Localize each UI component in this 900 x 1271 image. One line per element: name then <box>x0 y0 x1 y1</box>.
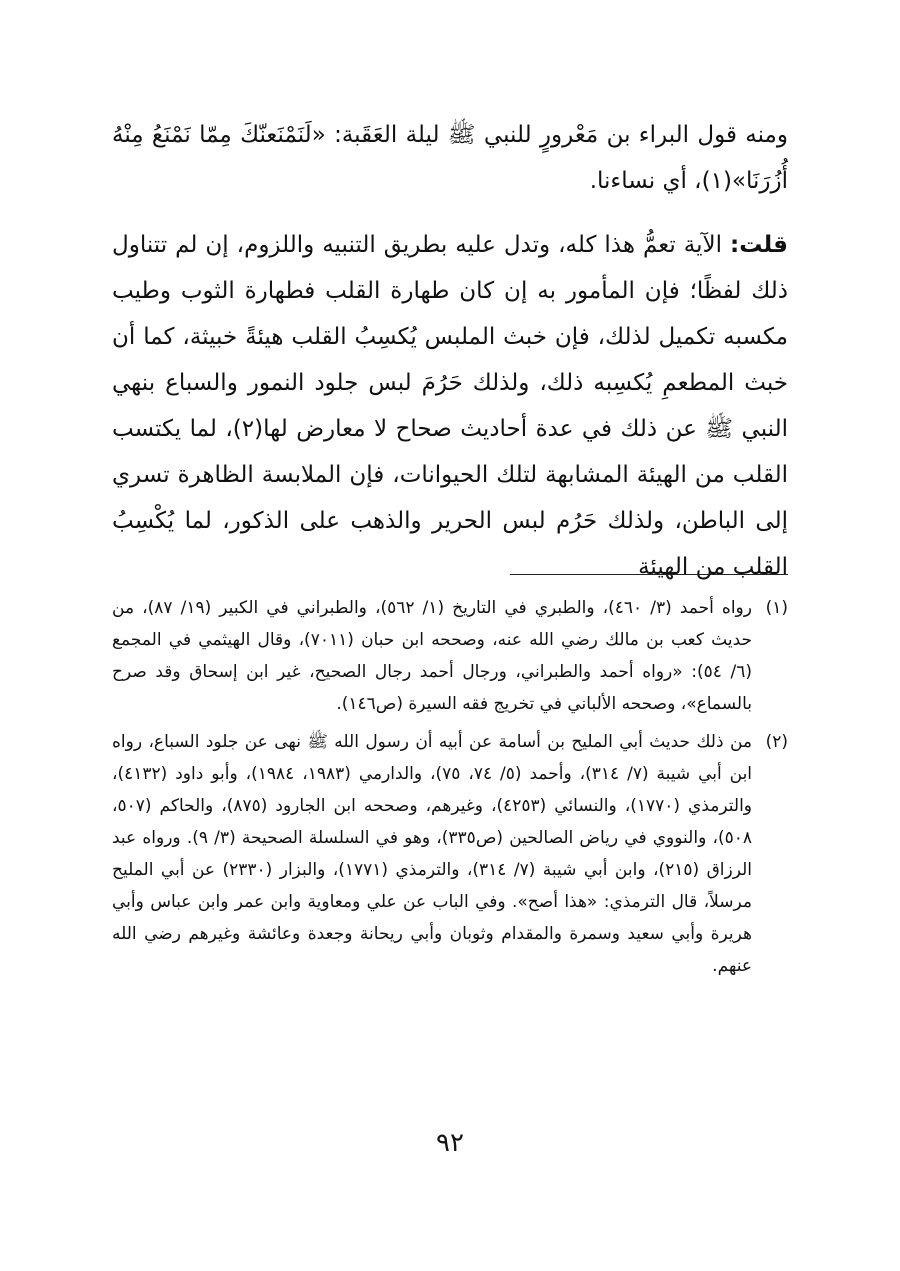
footnote-1-number: (١) <box>765 598 788 618</box>
main-text-block <box>112 112 788 590</box>
paragraph-2 <box>112 222 788 590</box>
page-number: ٩٢ <box>436 1128 464 1158</box>
footnote-divider <box>510 574 788 575</box>
paragraph-2-lead: قلت: <box>730 232 788 258</box>
footnote-2-text: من ذلك حديث أبي المليح بن أسامة عن أبيه أن رسول الله ﷺ نهى عن جلود السباع، رواه ابن أبي شيبة (٧/ ٣١٤)، وأحمد (٥/ ٧٤، ٧٥)، والدارمي (١٩٨٣، ١٩٨٤)، وأبو داود (٤١٣٢)، والترمذي (١٧٧٠)، والنسائي (٤٢٥٣)، وغيرهم، وصححه ابن الجارود (٨٧٥)، والحاكم (٥٠٧، ٥٠٨)، والنووي في رياض الصالحين (ص٣٣٥)، وهو في السلسلة الصحيحة (٣/ ٩). ورواه عبد الرزاق (٢١٥)، وابن أبي شيبة (٧/ ٣١٤)، والترمذي (١٧٧١)، والبزار (٢٣٣٠) عن أبي المليح مرسلاً، قال الترمذي: «هذا أصح». وفي الباب عن علي ومعاوية وابن عمر وابن عباس وأبي هريرة وأبي سعيد وسمرة والمقدام وثوبان وأبي ريحانة وجعدة وعائشة وغيرهم رضي الله عنهم. <box>112 732 753 976</box>
footnote-1-text: رواه أحمد (٣/ ٤٦٠)، والطبري في التاريخ (١/ ٥٦٢)، والطبراني في الكبير (١٩/ ٨٧)، من حديث كعب بن مالك رضي الله عنه، وصححه ابن حبان (٧٠١١)، وقال الهيثمي في المجمع (٦/ ٥٤): «رواه أحمد والطبراني، ورجال أحمد رجال الصحيح، غير ابن إسحاق وقد صرح بالسماع»، وصححه الألباني في تخريج فقه السيرة (ص١٤٦). <box>112 598 752 714</box>
footnote-2-number: (٢) <box>765 732 788 752</box>
paragraph-1 <box>112 112 788 204</box>
footnote-2 <box>112 726 788 982</box>
footnotes-section <box>112 592 788 988</box>
footnote-1 <box>112 592 788 720</box>
paragraph-2-text: الآية تعمُّ هذا كله، وتدل عليه بطريق التنبيه واللزوم، إن لم تتناول ذلك لفظًا؛ فإن المأمور به إن كان طهارة القلب فطهارة الثوب وطيب مكسبه تكميل لذلك، فإن خبث الملبس يُكسِبُ القلب هيئةً خبيثة، كما أن خبث المطعمِ يُكسِبه ذلك، ولذلك حَرُمَ لبس جلود النمور والسباع بنهي النبي ﷺ عن ذلك في عدة أحاديث صحاح لا معارض لها(٢)، لما يكتسب القلب من الهيئة المشابهة لتلك الحيوانات، فإن الملابسة الظاهرة تسري إلى الباطن، ولذلك حَرُم لبس الحرير والذهب على الذكور، لما يُكْسِبُ القلب من الهيئة <box>112 232 788 580</box>
paragraph-1-text: ومنه قول البراء بن مَعْرورٍ للنبي ﷺ ليلة العَقَبة: «لَنَمْنَعنّكَ مِمّا نَمْنَعُ مِنْهُ أُزُرَنَا»(١)، أي نساءنا. <box>112 122 788 194</box>
